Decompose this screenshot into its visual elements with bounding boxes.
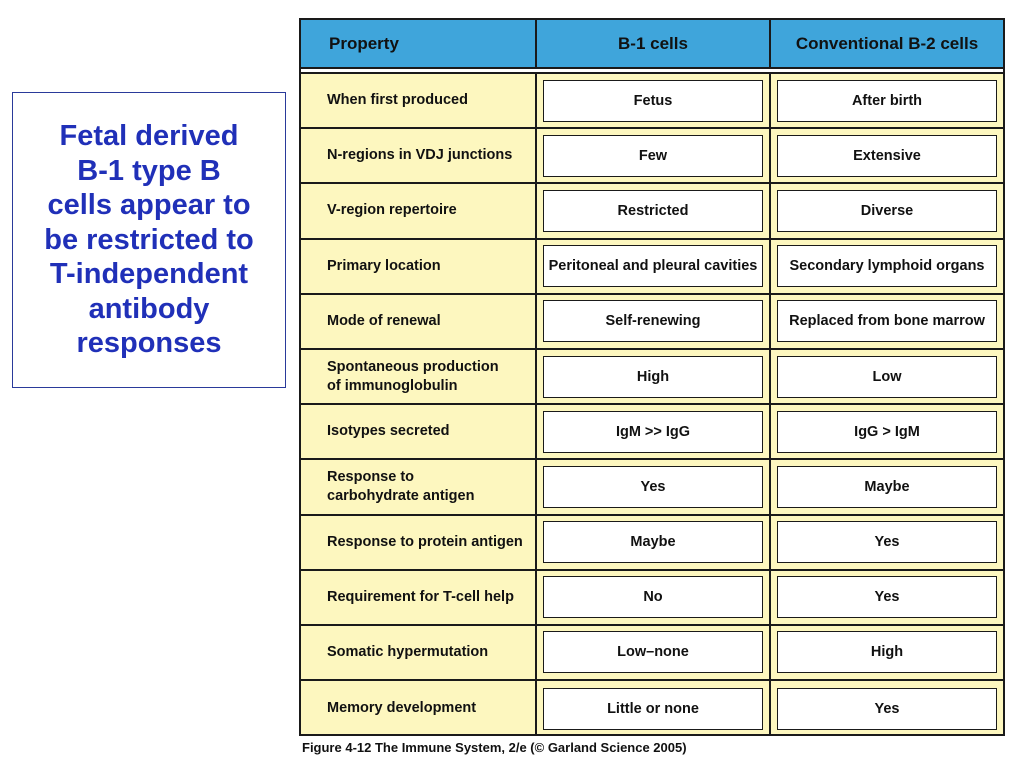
b2-value-cell [771, 240, 1003, 293]
property-label: Requirement for T-cell help [327, 588, 514, 605]
b1-value-cell [537, 626, 771, 679]
table-row [301, 405, 1003, 460]
property-cell [301, 74, 537, 127]
b2-value: Replaced from bone marrow [777, 300, 997, 342]
table-row [301, 681, 1003, 736]
property-label: Primary location [327, 257, 441, 274]
property-cell [301, 516, 537, 569]
b1-value: Fetus [543, 80, 763, 122]
callout-line: responses [76, 327, 222, 360]
property-cell [301, 571, 537, 624]
b2-value-cell [771, 74, 1003, 127]
b2-value: Maybe [777, 466, 997, 508]
table-row [301, 516, 1003, 571]
property-label: carbohydrate antigen [327, 487, 475, 504]
b2-value: Yes [777, 576, 997, 618]
property-cell [301, 240, 537, 293]
property-label: N-regions in VDJ junctions [327, 147, 513, 164]
property-cell [301, 350, 537, 403]
table-body [301, 74, 1003, 736]
table-header [301, 20, 1003, 69]
property-cell [301, 681, 537, 736]
table-row [301, 184, 1003, 239]
b2-value-cell [771, 184, 1003, 237]
figure-caption: Figure 4-12 The Immune System, 2/e (© Garland Science 2005) [302, 740, 687, 755]
table-row [301, 240, 1003, 295]
b1-value: Peritoneal and pleural cavities [543, 245, 763, 287]
callout-box [12, 92, 286, 388]
table-row [301, 129, 1003, 184]
table-row [301, 350, 1003, 405]
b1-value-cell [537, 516, 771, 569]
b2-value: Yes [777, 688, 997, 730]
header-b1-cells: B-1 cells [537, 20, 771, 67]
b1-value: Low–none [543, 631, 763, 673]
table-row [301, 626, 1003, 681]
callout-line: cells appear to [47, 189, 251, 222]
property-label: V-region repertoire [327, 202, 457, 219]
b1-value: IgM >> IgG [543, 411, 763, 453]
b2-value-cell [771, 516, 1003, 569]
b1-value: Yes [543, 466, 763, 508]
b2-value: Secondary lymphoid organs [777, 245, 997, 287]
callout-line: T-independent [49, 258, 249, 291]
b2-value-cell [771, 626, 1003, 679]
b1-value-cell [537, 184, 771, 237]
b1-value: Little or none [543, 688, 763, 730]
property-cell [301, 129, 537, 182]
property-cell [301, 626, 537, 679]
property-label: When first produced [327, 92, 468, 109]
property-label: Spontaneous production [327, 358, 499, 375]
b1-value-cell [537, 460, 771, 513]
b2-value: High [777, 631, 997, 673]
property-label: Response to protein antigen [327, 533, 523, 550]
table-row [301, 571, 1003, 626]
b2-value: Low [777, 356, 997, 398]
b2-value-cell [771, 460, 1003, 513]
b1-value: Restricted [543, 190, 763, 232]
b2-value-cell [771, 350, 1003, 403]
property-cell [301, 460, 537, 513]
table-row [301, 460, 1003, 515]
b2-value: Diverse [777, 190, 997, 232]
b2-value: Yes [777, 521, 997, 563]
property-label: Memory development [327, 700, 477, 717]
property-label: Somatic hypermutation [327, 643, 489, 660]
b2-value: Extensive [777, 135, 997, 177]
property-cell [301, 295, 537, 348]
callout-line: antibody [88, 292, 210, 325]
property-label: Response to [327, 468, 415, 485]
b1-value-cell [537, 295, 771, 348]
b1-value-cell [537, 681, 771, 736]
b1-value-cell [537, 74, 771, 127]
property-cell [301, 184, 537, 237]
b1-value-cell [537, 405, 771, 458]
b1-value-cell [537, 129, 771, 182]
b2-value-cell [771, 405, 1003, 458]
property-cell [301, 405, 537, 458]
callout-line: Fetal derived [59, 120, 239, 153]
header-b2-cells: Conventional B-2 cells [795, 33, 979, 53]
b1-value-cell [537, 350, 771, 403]
b1-value: High [543, 356, 763, 398]
callout-text [40, 119, 258, 361]
property-label: Isotypes secreted [327, 423, 450, 440]
b2-value-cell [771, 129, 1003, 182]
b1-value: No [543, 576, 763, 618]
property-label: of immunoglobulin [327, 377, 458, 394]
comparison-table [299, 18, 1005, 736]
b1-value-cell [537, 571, 771, 624]
callout-line: be restricted to [44, 223, 254, 256]
b1-value: Self-renewing [543, 300, 763, 342]
property-label: Mode of renewal [327, 312, 441, 329]
header-property: Property [301, 20, 537, 67]
table-row [301, 74, 1003, 129]
b2-value-cell [771, 681, 1003, 736]
b2-value-cell [771, 295, 1003, 348]
b1-value-cell [537, 240, 771, 293]
b2-value: IgG > IgM [777, 411, 997, 453]
b1-value: Maybe [543, 521, 763, 563]
table-row [301, 295, 1003, 350]
b2-value-cell [771, 571, 1003, 624]
b1-value: Few [543, 135, 763, 177]
b2-value: After birth [777, 80, 997, 122]
callout-line: B-1 type B [77, 154, 221, 187]
